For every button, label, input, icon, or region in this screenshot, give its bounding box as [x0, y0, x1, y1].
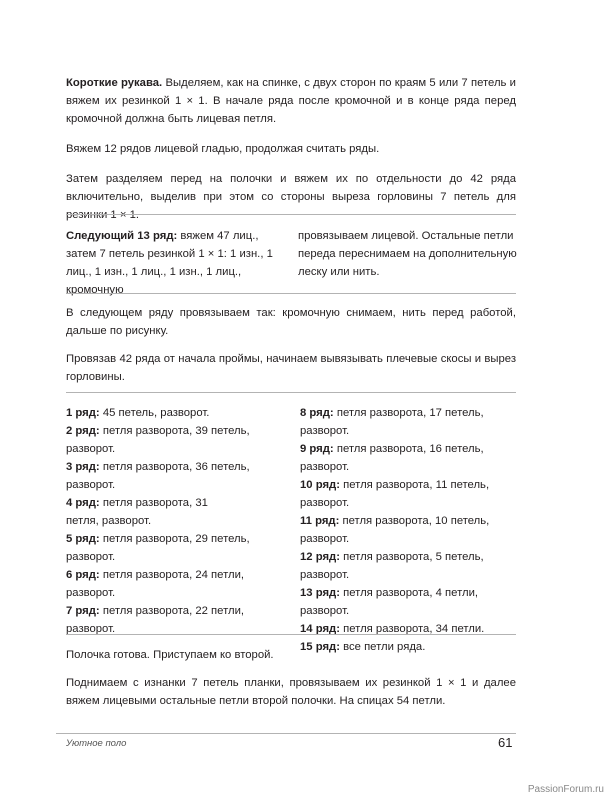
divider — [66, 392, 516, 393]
next-row-13-label: Следующий 13 ряд: — [66, 230, 178, 242]
row-instruction — [66, 530, 281, 566]
footer-book-title: Уютное поло — [66, 738, 127, 749]
row-text: петля разворота, 24 петли, разворот. — [66, 569, 245, 599]
paragraph-split-front: Затем разделяем перед на полочки и вяжем их по отдельности до 42 ряда включительно, выделив при этом со стороны выреза горловины 7 петель для резинки 1 × 1. — [66, 173, 516, 221]
row-instruction — [300, 584, 516, 620]
row-text: петля разворота, 31 петля, разворот. — [66, 497, 208, 527]
paragraph-short-sleeves — [66, 74, 516, 128]
page-number: 61 — [498, 735, 513, 750]
row-instruction — [66, 494, 216, 530]
row-label: 8 ряд: — [300, 407, 334, 419]
next-row-13-col1 — [66, 227, 281, 299]
paragraph-12-rows: Вяжем 12 рядов лицевой гладью, продолжая считать ряды. — [66, 143, 380, 155]
row-text: петля разворота, 16 петель, разворот. — [300, 443, 484, 473]
row-instruction — [300, 440, 516, 476]
row-text: петля разворота, 17 петель, разворот. — [300, 407, 484, 437]
row-text: петля разворота, 5 петель, разворот. — [300, 551, 484, 581]
watermark: PassionForum.ru — [527, 784, 604, 795]
row-label: 14 ряд: — [300, 623, 340, 635]
row-instruction — [66, 404, 281, 422]
row-text: петля разворота, 34 петли. — [339, 623, 485, 635]
row-instruction — [300, 512, 516, 548]
row-label: 2 ряд: — [66, 425, 100, 437]
row-label: 4 ряд: — [66, 497, 100, 509]
divider — [66, 293, 516, 294]
short-sleeves-text: Выделяем, как на спинке, с двух сторон по краям 5 или 7 петель и вяжем их резинкой 1 × 1. В начале ряда после кромочной и в конце ряда перед кромочной должна быть лицевая петля. — [66, 77, 516, 125]
row-text: петля разворота, 36 петель, разворот. — [66, 461, 250, 491]
row-label: 5 ряд: — [66, 533, 100, 545]
row-label: 12 ряд: — [300, 551, 340, 563]
row-label: 1 ряд: — [66, 407, 100, 419]
row-label: 10 ряд: — [300, 479, 340, 491]
row-instruction — [66, 602, 281, 638]
paragraph-front-ready: Полочка готова. Приступаем ко второй. — [66, 649, 274, 661]
row-text: все петли ряда. — [339, 641, 426, 653]
rows-right-column — [300, 404, 516, 656]
row-label: 13 ряд: — [300, 587, 340, 599]
row-text: петля разворота, 4 петли, разворот. — [300, 587, 479, 617]
row-label: 6 ряд: — [66, 569, 100, 581]
paragraph-shoulder-bevels: Провязав 42 ряда от начала проймы, начинаем вывязывать плечевые скосы и вырез горловины. — [66, 353, 516, 383]
next-row-13-col2: провязываем лицевой. Остальные петли переда переснимаем на дополнительную леску или нить. — [298, 230, 517, 278]
row-text: петля разворота, 29 петель, разворот. — [66, 533, 250, 563]
divider — [66, 634, 516, 635]
paragraph-next-row: В следующем ряду провязываем так: кромочную снимаем, нить перед работой, дальше по рисунку. — [66, 307, 516, 337]
short-sleeves-heading: Короткие рукава. — [66, 77, 163, 89]
paragraph-second-front: Поднимаем с изнанки 7 петель планки, провязываем их резинкой 1 × 1 и далее вяжем лицевыми остальные петли второй полочки. На спицах 54 петли. — [66, 677, 516, 707]
row-instruction — [66, 566, 281, 602]
next-row-13-text-1: вяжем 47 лиц., затем 7 петель резинкой 1 × 1: 1 изн., 1 лиц., 1 изн., 1 лиц., 1 изн., 1 лиц., кромочную — [66, 230, 273, 296]
row-instruction — [300, 476, 516, 512]
row-instruction — [300, 548, 516, 584]
row-label: 3 ряд: — [66, 461, 100, 473]
row-text: петля разворота, 10 петель, разворот. — [300, 515, 490, 545]
row-instruction — [300, 404, 516, 440]
row-label: 7 ряд: — [66, 605, 100, 617]
row-label: 9 ряд: — [300, 443, 334, 455]
rows-left-column — [66, 404, 281, 638]
row-text: петля разворота, 22 петли, разворот. — [66, 605, 245, 635]
row-instruction — [66, 422, 281, 458]
row-instruction — [66, 458, 281, 494]
divider — [66, 214, 516, 215]
row-text: петля разворота, 11 петель, разворот. — [300, 479, 490, 509]
row-label: 15 ряд: — [300, 641, 340, 653]
row-label: 11 ряд: — [300, 515, 340, 527]
row-text: петля разворота, 39 петель, разворот. — [66, 425, 250, 455]
footer-divider — [56, 733, 516, 734]
row-text: 45 петель, разворот. — [99, 407, 210, 419]
row-instruction — [300, 620, 516, 638]
